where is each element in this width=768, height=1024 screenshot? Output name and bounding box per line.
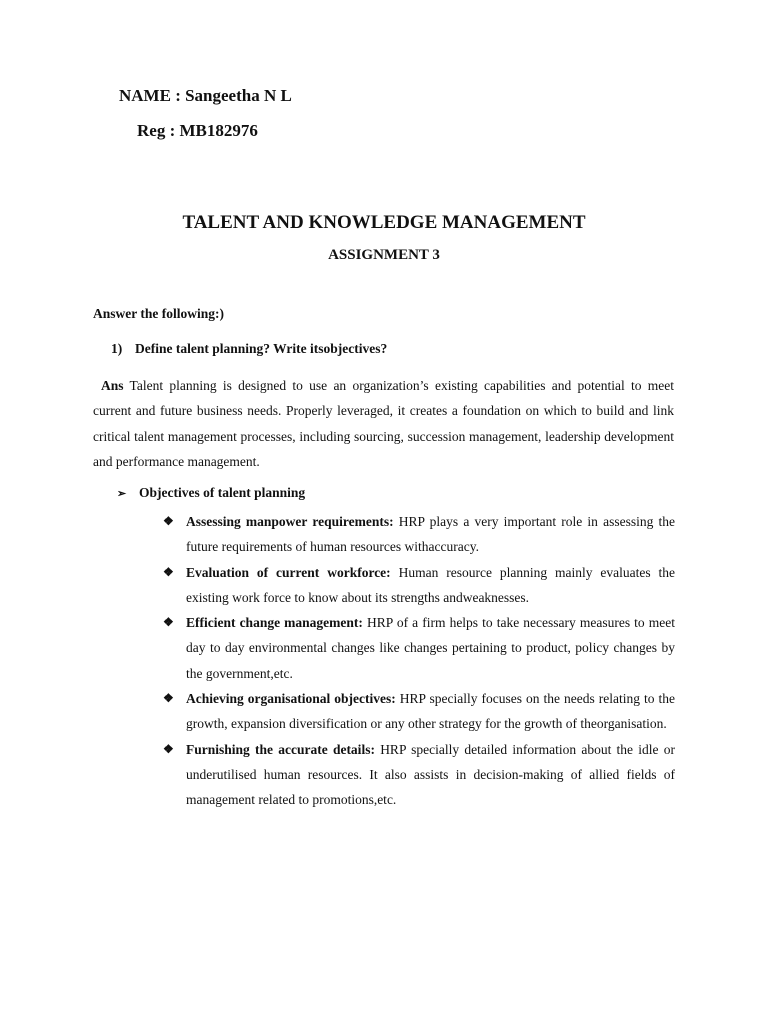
question-text: Define talent planning? Write itsobjectives? [135, 341, 388, 356]
list-item [163, 560, 675, 611]
document-title: TALENT AND KNOWLEDGE MANAGEMENT [182, 212, 586, 233]
objective-heading: Evaluation of current workforce: [186, 564, 391, 580]
student-name: NAME : Sangeetha N L [119, 86, 292, 105]
instruction-text: Answer the following:) [93, 306, 224, 321]
arrow-bullet-icon: ➢ [117, 488, 127, 500]
assignment-subtitle: ASSIGNMENT 3 [328, 247, 440, 263]
question-1 [111, 341, 387, 357]
diamond-bullet-icon: ❖ [163, 615, 174, 630]
objective-text: HRP specially focuses on the needs relating to the growth, expansion diversification or any other strategy for the growth of theorganisation. [186, 691, 675, 732]
objectives-list [163, 509, 675, 813]
objectives-heading [117, 485, 305, 501]
list-item [163, 509, 675, 560]
diamond-bullet-icon: ❖ [163, 564, 174, 579]
answer-label: Ans [101, 378, 124, 393]
list-item [163, 610, 675, 686]
diamond-bullet-icon: ❖ [163, 691, 174, 706]
objective-heading: Furnishing the accurate details: [186, 741, 375, 757]
objectives-heading-text: Objectives of talent planning [139, 485, 306, 500]
answer-text: Talent planning is designed to use an organization’s existing capabilities and potential to meet current and future business needs. Properly leveraged, it creates a foundation on which to build and link critical talent management processes, including sourcing, succession management, leadership development and performance management. [93, 378, 674, 469]
answer-paragraph [93, 373, 674, 474]
diamond-bullet-icon: ❖ [163, 741, 174, 756]
objective-text: HRP of a firm helps to take necessary measures to meet day to day environmental changes like changes pertaining to product, policy changes by the government,etc. [186, 615, 675, 681]
objective-text: HRP specially detailed information about the idle or underutilised human resources. It also assists in decision-making of allied fields of management related to promotions,etc. [186, 741, 675, 808]
objective-heading: Achieving organisational objectives: [186, 691, 396, 707]
objective-text: Human resource planning mainly evaluates the existing work force to know about its strengths andweaknesses. [186, 564, 675, 605]
diamond-bullet-icon: ❖ [163, 514, 174, 528]
objective-text: HRP plays a very important role in assessing the future requirements of human resources withaccuracy. [186, 514, 675, 555]
question-number: 1) [111, 341, 123, 356]
objective-heading: Assessing manpower requirements: [186, 514, 394, 529]
registration-number: Reg : MB182976 [137, 121, 258, 140]
list-item [163, 737, 675, 813]
objective-heading: Efficient change management: [186, 615, 363, 631]
list-item [163, 686, 675, 737]
